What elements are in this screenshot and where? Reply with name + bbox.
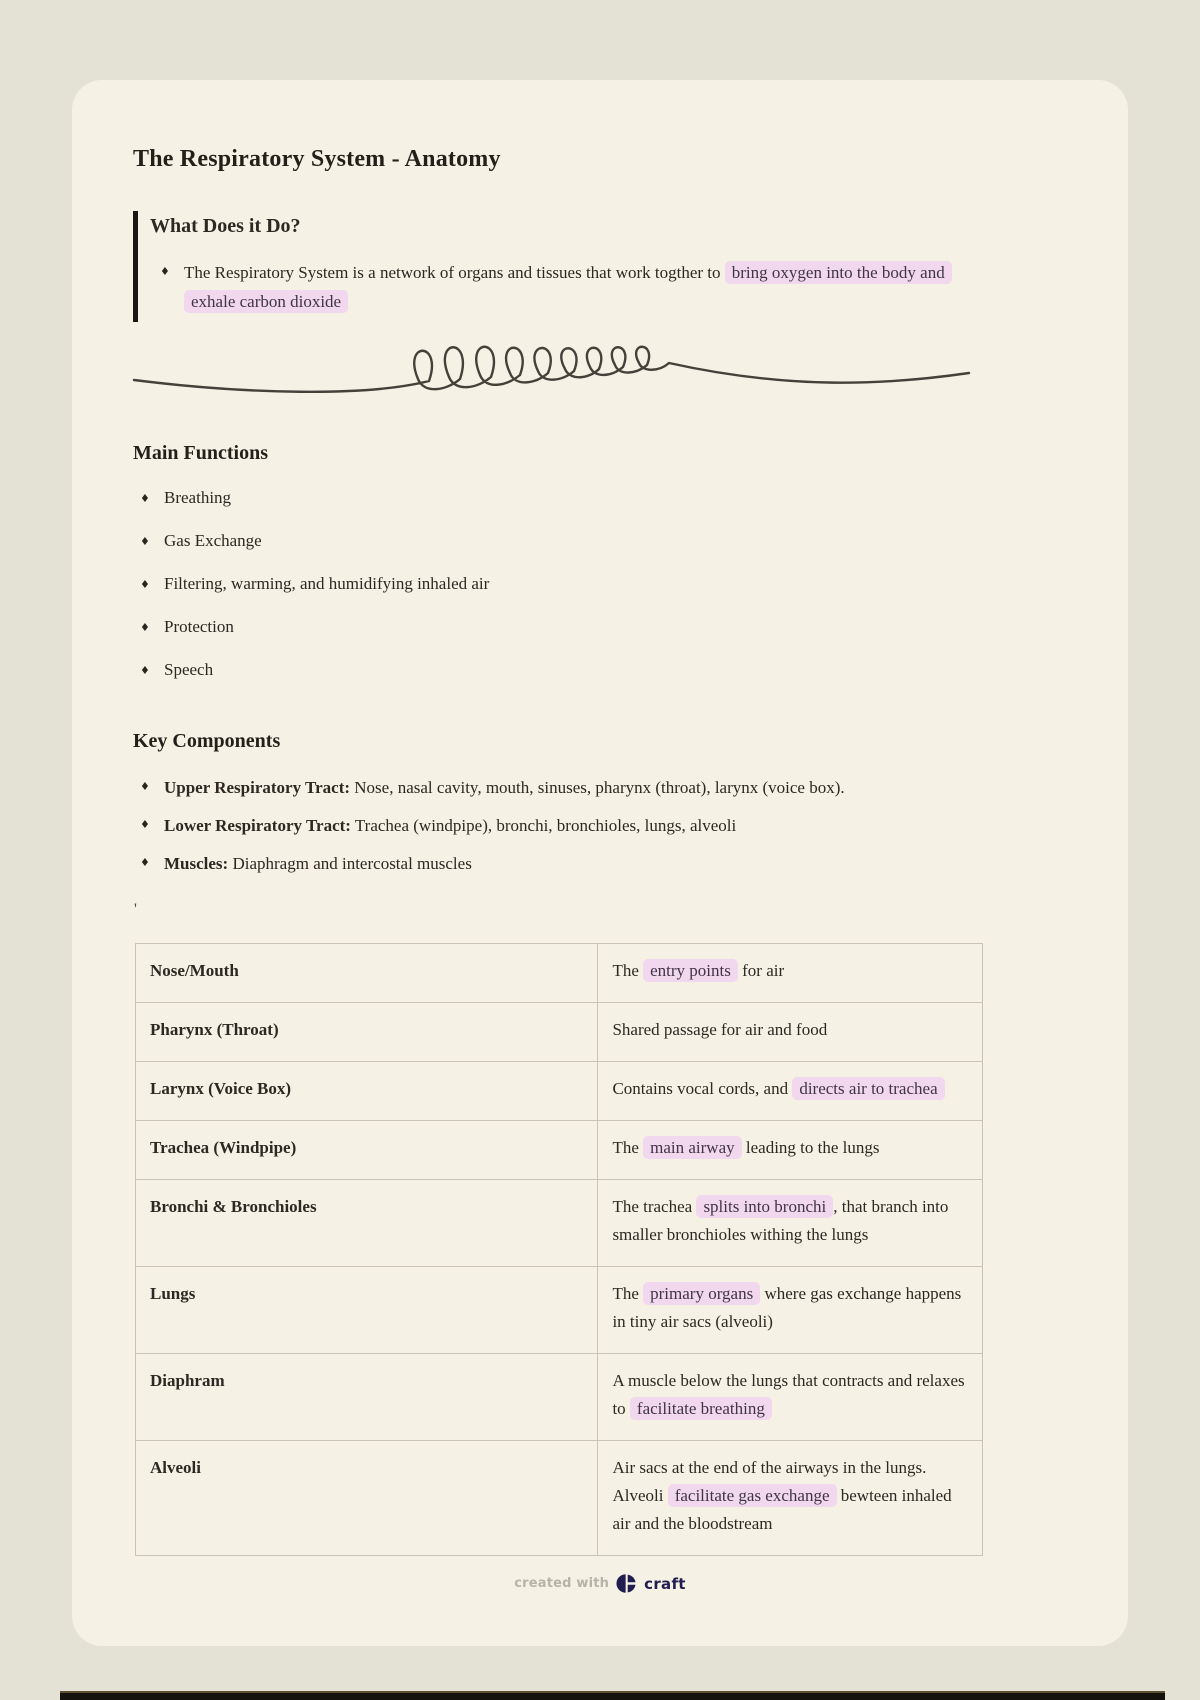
text-segment: Air sacs at the end of the airways in the lungs. Alveoli (612, 1458, 927, 1505)
diamond-bullet-icon: ♦ (140, 780, 150, 793)
quote-text (184, 258, 964, 316)
text-segment: leading to the lungs (741, 1138, 880, 1157)
list-item-lead: Upper Respiratory Tract: (164, 778, 351, 797)
list-item (133, 485, 1044, 528)
bottom-dark-bar (60, 1691, 1165, 1700)
diamond-bullet-icon: ♦ (140, 492, 150, 505)
components-table (135, 943, 983, 1556)
component-term-cell: Trachea (Windpipe) (136, 1121, 598, 1180)
highlighted-text: facilitate breathing (630, 1397, 772, 1420)
list-item (133, 773, 1044, 811)
list-item (133, 657, 1044, 700)
squiggle-divider (131, 340, 1044, 412)
text-segment: The (612, 1284, 644, 1303)
list-item (133, 528, 1044, 571)
text-segment: Contains vocal cords, and (612, 1079, 793, 1098)
component-description-cell (598, 1062, 983, 1121)
diamond-bullet-icon: ♦ (160, 265, 170, 278)
diamond-bullet-icon: ♦ (140, 578, 150, 591)
table-row (136, 1180, 983, 1267)
text-segment: The trachea (612, 1197, 697, 1216)
text-segment: bewteen inhaled air and the bloodstream (612, 1486, 952, 1533)
component-description-cell (598, 1003, 983, 1062)
key-components-heading: Key Components (133, 730, 281, 752)
components-table-body (136, 944, 983, 1556)
list-item-label: Breathing (164, 488, 232, 507)
diamond-bullet-icon: ♦ (140, 856, 150, 869)
text-segment: The (612, 1138, 644, 1157)
component-description-cell (598, 1441, 983, 1556)
table-row (136, 1121, 983, 1180)
list-item (133, 849, 1044, 887)
component-term-cell: Bronchi & Bronchioles (136, 1180, 598, 1267)
list-item (133, 614, 1044, 657)
main-functions-heading: Main Functions (133, 442, 269, 464)
quote-heading: What Does it Do? (150, 215, 301, 237)
list-item-label: Muscles: Diaphragm and intercostal muscles (164, 854, 472, 873)
list-item-lead: Lower Respiratory Tract: (164, 816, 351, 835)
component-term-cell: Larynx (Voice Box) (136, 1062, 598, 1121)
list-item (133, 571, 1044, 614)
list-item-label: Gas Exchange (164, 531, 262, 550)
component-description-cell (598, 1121, 983, 1180)
component-term-cell: Alveoli (136, 1441, 598, 1556)
highlighted-text: facilitate gas exchange (668, 1484, 837, 1507)
table-row (136, 1441, 983, 1556)
highlighted-text: primary organs (643, 1282, 760, 1305)
table-row (136, 1062, 983, 1121)
highlighted-text: splits into bronchi (696, 1195, 833, 1218)
list-item-lead: Muscles: (164, 854, 229, 873)
highlighted-text: main airway (643, 1136, 742, 1159)
highlighted-text: directs air to trachea (792, 1077, 944, 1100)
component-description-cell (598, 1267, 983, 1354)
text-segment: where gas exchange happens in tiny air sacs (alveoli) (612, 1284, 962, 1331)
key-components-list (133, 773, 1044, 887)
document-card (72, 80, 1128, 1646)
text-segment: The Respiratory System is a network of organs and tissues that work togther to (184, 263, 725, 282)
diamond-bullet-icon: ♦ (140, 818, 150, 831)
component-description-cell (598, 1354, 983, 1441)
quote-bullet-item (150, 258, 1044, 316)
stray-character: ' (134, 901, 137, 918)
craft-brand-link[interactable]: craft (644, 1574, 686, 1593)
table-row (136, 1267, 983, 1354)
component-term-cell: Lungs (136, 1267, 598, 1354)
component-term-cell: Nose/Mouth (136, 944, 598, 1003)
text-segment: The (612, 961, 644, 980)
component-description-cell (598, 944, 983, 1003)
highlighted-text: entry points (643, 959, 738, 982)
text-segment: A muscle below the lungs that contracts and relaxes to (612, 1371, 965, 1418)
text-segment: , that branch into smaller bronchioles withing the lungs (612, 1197, 949, 1244)
footer-created-with-label: created with (514, 1576, 610, 1591)
table-row (136, 1003, 983, 1062)
list-item-label: Protection (164, 617, 234, 636)
highlighted-text: bring oxygen into the body and exhale carbon dioxide (184, 261, 952, 313)
diamond-bullet-icon: ♦ (140, 621, 150, 634)
list-item-label: Upper Respiratory Tract: Nose, nasal cavity, mouth, sinuses, pharynx (throat), larynx (voice box). (164, 778, 845, 797)
list-item-label: Speech (164, 660, 214, 679)
component-term-cell: Diaphram (136, 1354, 598, 1441)
page-title: The Respiratory System - Anatomy (133, 146, 501, 172)
table-row (136, 1354, 983, 1441)
list-item-label: Filtering, warming, and humidifying inhaled air (164, 574, 490, 593)
component-description-cell (598, 1180, 983, 1267)
craft-logo-icon (616, 1573, 637, 1594)
list-item (133, 811, 1044, 849)
list-item-label: Lower Respiratory Tract: Trachea (windpipe), bronchi, bronchioles, lungs, alveoli (164, 816, 737, 835)
component-term-cell: Pharynx (Throat) (136, 1003, 598, 1062)
text-segment: for air (737, 961, 785, 980)
text-segment: Shared passage for air and food (612, 1020, 828, 1039)
diamond-bullet-icon: ♦ (140, 664, 150, 677)
quote-block (133, 211, 1044, 322)
diamond-bullet-icon: ♦ (140, 535, 150, 548)
main-functions-list (133, 485, 1044, 700)
table-row (136, 944, 983, 1003)
footer (72, 1573, 1128, 1594)
